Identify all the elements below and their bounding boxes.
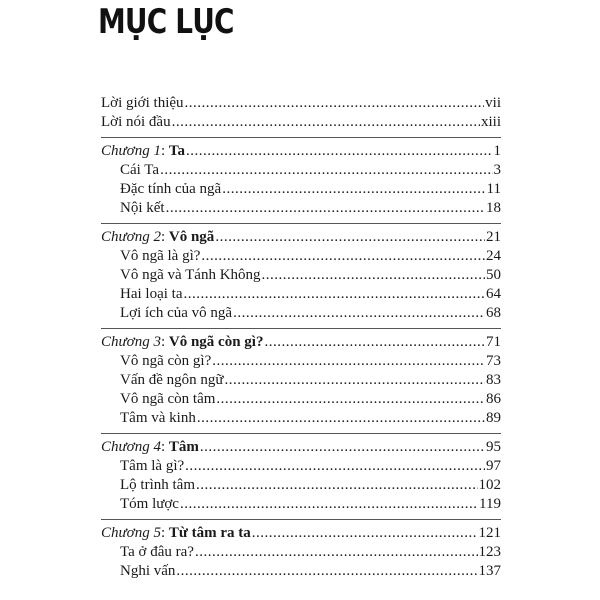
chapter-title: Tâm [168, 439, 199, 455]
toc-entry-section[interactable] [101, 476, 501, 495]
toc-entry-introduction[interactable] [101, 94, 501, 113]
dot-leader [185, 457, 485, 476]
dot-leader [201, 247, 485, 266]
chapter-prefix: Chương 3 [101, 334, 161, 350]
page-title: MỤC LỤC [98, 2, 234, 42]
entry-page: 86 [486, 391, 501, 407]
entry-page: 1 [493, 143, 501, 159]
entry-label: Tóm lược [120, 496, 179, 512]
chapter-2-group [101, 228, 501, 323]
entry-label: Nghi vấn [120, 563, 176, 579]
entry-page: 102 [478, 477, 501, 493]
entry-page: 50 [486, 267, 501, 283]
dot-leader [212, 352, 485, 371]
entry-page: 21 [486, 229, 501, 245]
dot-leader [172, 113, 480, 132]
toc-entry-section[interactable] [101, 543, 501, 562]
dot-leader [215, 228, 485, 247]
toc-entry-chapter-3[interactable]: Chương 3: Vô ngã còn gì? ..... 71 [101, 333, 501, 352]
toc-entry-chapter-1[interactable]: Chương 1: Ta ..... 1 [101, 142, 501, 161]
entry-page: 3 [493, 162, 501, 178]
dot-leader [216, 390, 485, 409]
toc-entry-section[interactable] [101, 371, 501, 390]
chapter-3-group [101, 333, 501, 428]
toc-entry-section[interactable] [101, 352, 501, 371]
entry-page: vii [485, 95, 501, 111]
entry-page: 68 [486, 305, 501, 321]
toc-entry-section[interactable] [101, 495, 501, 514]
chapter-title: Từ tâm ra ta [168, 525, 251, 541]
entry-page: 97 [486, 458, 501, 474]
chapter-prefix: Chương 5 [101, 525, 161, 541]
toc-entry-section[interactable] [101, 390, 501, 409]
toc-entry-section[interactable] [101, 285, 501, 304]
intro-group [101, 94, 501, 132]
entry-page: 119 [479, 496, 501, 512]
dot-leader [185, 94, 485, 113]
toc-entry-section[interactable] [101, 266, 501, 285]
section-divider [101, 519, 501, 520]
toc-entry-section[interactable] [101, 199, 501, 218]
toc-entry-section[interactable] [101, 180, 501, 199]
entry-label: Hai loại ta [120, 286, 183, 302]
dot-leader [222, 180, 485, 199]
toc-entry-chapter-2[interactable]: Chương 2: Vô ngã ..... 21 [101, 228, 501, 247]
entry-page: 64 [486, 286, 501, 302]
chapter-5-group [101, 524, 501, 581]
entry-page: 24 [486, 248, 501, 264]
chapter-title: Vô ngã [168, 229, 215, 245]
toc-entry-section[interactable] [101, 247, 501, 266]
entry-label: Tâm là gì? [120, 458, 185, 474]
chapter-1-group [101, 142, 501, 218]
section-divider [101, 433, 501, 434]
toc-entry-section[interactable] [101, 562, 501, 581]
toc-entry-preface[interactable] [101, 113, 501, 132]
dot-leader [197, 409, 485, 428]
entry-label: Vấn đề ngôn ngữ [120, 372, 224, 388]
chapter-title: Ta [168, 143, 186, 159]
dot-leader [233, 304, 485, 323]
entry-page: 95 [486, 439, 501, 455]
entry-page: 18 [486, 200, 501, 216]
entry-label: Nội kết [120, 200, 165, 216]
dot-leader [262, 266, 485, 285]
dot-leader [176, 562, 477, 581]
section-divider [101, 223, 501, 224]
dot-leader [186, 142, 492, 161]
toc-entry-section[interactable] [101, 457, 501, 476]
toc-entry-chapter-4[interactable]: Chương 4: Tâm ..... 95 [101, 438, 501, 457]
entry-page: xiii [480, 114, 501, 130]
dot-leader [196, 476, 478, 495]
entry-label: Lợi ích của vô ngã [120, 305, 233, 321]
entry-label: Vô ngã còn gì? [120, 353, 212, 369]
entry-page: 121 [478, 525, 501, 541]
toc-entry-chapter-5[interactable]: Chương 5: Từ tâm ra ta ..... 121 [101, 524, 501, 543]
entry-page: 71 [486, 334, 501, 350]
entry-label: Ta ở đâu ra? [120, 544, 194, 560]
chapter-title: Vô ngã còn gì? [168, 334, 264, 350]
entry-label: Tâm và kinh [120, 410, 196, 426]
section-divider [101, 137, 501, 138]
entry-label: Lời giới thiệu [101, 95, 184, 111]
dot-leader [160, 161, 492, 180]
dot-leader [180, 495, 478, 514]
entry-label: Lời nói đầu [101, 114, 171, 130]
dot-leader [252, 524, 478, 543]
dot-leader [166, 199, 485, 218]
chapter-prefix: Chương 1 [101, 143, 161, 159]
entry-label: Vô ngã còn tâm [120, 391, 216, 407]
chapter-prefix: Chương 2 [101, 229, 161, 245]
entry-page: 73 [486, 353, 501, 369]
entry-page: 123 [478, 544, 501, 560]
chapter-prefix: Chương 4 [101, 439, 161, 455]
dot-leader [183, 285, 485, 304]
entry-label: Cái Ta [120, 162, 160, 178]
entry-page: 11 [486, 181, 501, 197]
dot-leader [264, 333, 485, 352]
toc-entry-section[interactable] [101, 409, 501, 428]
entry-page: 89 [486, 410, 501, 426]
chapter-4-group [101, 438, 501, 514]
table-of-contents [101, 94, 501, 581]
dot-leader [225, 371, 485, 390]
entry-label: Đặc tính của ngã [120, 181, 222, 197]
entry-label: Vô ngã là gì? [120, 248, 201, 264]
entry-page: 83 [486, 372, 501, 388]
toc-entry-section[interactable] [101, 304, 501, 323]
dot-leader [200, 438, 485, 457]
toc-entry-section[interactable] [101, 161, 501, 180]
entry-label: Vô ngã và Tánh Không [120, 267, 261, 283]
entry-label: Lộ trình tâm [120, 477, 195, 493]
section-divider [101, 328, 501, 329]
dot-leader [195, 543, 478, 562]
entry-page: 137 [478, 563, 501, 579]
